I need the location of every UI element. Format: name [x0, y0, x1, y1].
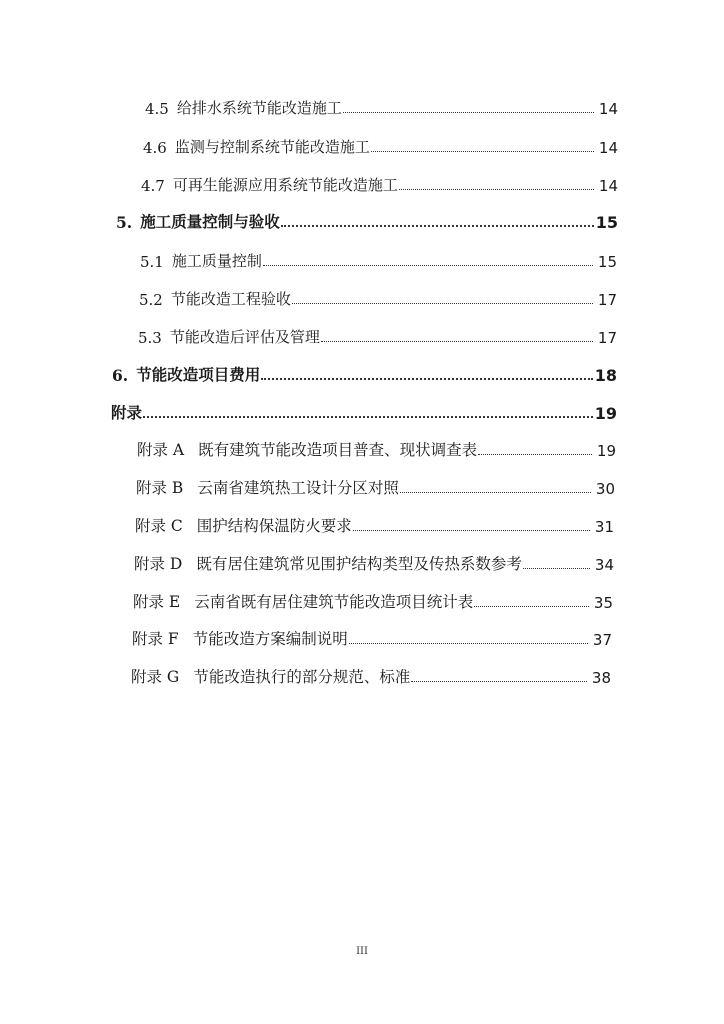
toc-entry-title: 节能改造工程验收	[170, 290, 291, 308]
toc-leader-dots	[263, 265, 593, 266]
toc-leader-dots	[143, 416, 593, 418]
toc-entry-page: 37	[592, 631, 612, 649]
toc-entry-5[interactable]	[116, 206, 618, 232]
toc-entry-number: 附录 C	[135, 517, 183, 535]
toc-entry-page: 14	[598, 100, 618, 118]
toc-entry-number: 附录 G	[131, 668, 180, 686]
toc-entry-title: 节能改造项目费用	[136, 365, 261, 384]
toc-leader-dots	[523, 568, 590, 569]
toc-entry-number: 附录 B	[136, 479, 184, 497]
toc-entry-number: 4.6	[143, 139, 167, 157]
toc-entry-number: 4.5	[145, 100, 169, 118]
toc-entry-page: 19	[596, 442, 616, 460]
toc-entry-page: 31	[594, 518, 614, 536]
toc-entry-page: 18	[594, 366, 617, 385]
toc-leader-dots	[478, 454, 592, 455]
toc-entry-page: 30	[595, 480, 615, 498]
toc-entry-appendix-g[interactable]	[131, 661, 611, 687]
toc-entry-6[interactable]	[112, 359, 617, 385]
toc-entry-title: 云南省建筑热工设计分区对照	[197, 479, 399, 497]
page-number-footer: III	[356, 946, 368, 957]
toc-leader-dots	[371, 151, 594, 152]
toc-entry-number: 附录 A	[137, 441, 185, 459]
toc-entry-page: 15	[597, 253, 617, 271]
toc-entry-appendix-e[interactable]	[133, 586, 613, 612]
toc-entry-4-5[interactable]	[145, 92, 618, 118]
toc-entry-page: 17	[597, 329, 617, 347]
toc-entry-title: 施工质量控制与验收	[140, 212, 280, 231]
toc-entry-title: 可再生能源应用系统节能改造施工	[172, 176, 398, 194]
toc-entry-number: 4.7	[141, 177, 165, 195]
toc-entry-page: 35	[593, 594, 613, 612]
toc-entry-number: 6.	[112, 366, 129, 385]
toc-entry-page: 17	[597, 291, 617, 309]
toc-entry-page: 19	[594, 404, 617, 423]
toc-entry-page: 34	[594, 556, 614, 574]
toc-leader-dots	[353, 530, 590, 531]
toc-entry-5-1[interactable]	[140, 245, 617, 271]
toc-leader-dots	[321, 341, 593, 342]
toc-entry-title: 给排水系统节能改造施工	[176, 99, 342, 117]
toc-entry-number: 5.2	[139, 291, 163, 309]
toc-entry-5-2[interactable]	[139, 283, 617, 309]
toc-leader-dots	[411, 681, 587, 682]
toc-entry-title: 施工质量控制	[171, 252, 262, 270]
toc-entry-number: 5.3	[138, 329, 162, 347]
toc-leader-dots	[261, 378, 593, 380]
toc-leader-dots	[399, 189, 594, 190]
toc-entry-title: 节能改造后评估及管理	[169, 328, 320, 346]
toc-entry-title: 监测与控制系统节能改造施工	[174, 138, 370, 156]
toc-entry-number: 附录 D	[134, 555, 183, 573]
toc-entry-appendix-d[interactable]	[134, 548, 614, 574]
toc-entry-title: 既有建筑节能改造项目普查、现状调查表	[198, 441, 478, 459]
toc-entry-page: 14	[598, 177, 618, 195]
toc-entry-5-3[interactable]	[138, 321, 617, 347]
toc-leader-dots	[349, 643, 588, 644]
toc-leader-dots	[281, 225, 594, 227]
toc-leader-dots	[400, 492, 591, 493]
toc-entry-appendix-c[interactable]	[135, 510, 614, 536]
toc-entry-page: 38	[591, 669, 611, 687]
toc-leader-dots	[292, 303, 593, 304]
toc-entry-title: 节能改造方案编制说明	[192, 630, 348, 648]
toc-entry-appendix-f[interactable]	[132, 623, 612, 649]
toc-entry-4-7[interactable]	[141, 169, 618, 195]
toc-leader-dots	[343, 112, 594, 113]
toc-entry-appendix[interactable]	[111, 397, 617, 423]
toc-entry-number: 5.	[116, 213, 133, 232]
toc-entry-page: 14	[598, 139, 618, 157]
toc-entry-title: 云南省既有居住建筑节能改造项目统计表	[194, 593, 474, 611]
toc-entry-appendix-a[interactable]	[137, 434, 616, 460]
toc-entry-title: 既有居住建筑常见围护结构类型及传热系数参考	[196, 555, 522, 573]
toc-entry-number: 附录 E	[133, 593, 181, 611]
toc-entry-number: 附录 F	[132, 630, 179, 648]
toc-entry-page: 15	[595, 213, 618, 232]
toc-entry-number: 5.1	[140, 253, 164, 271]
toc-entry-4-6[interactable]	[143, 131, 618, 157]
toc-entry-title: 围护结构保温防火要求	[196, 517, 352, 535]
toc-entry-appendix-b[interactable]	[136, 472, 615, 498]
toc-entry-title: 节能改造执行的部分规范、标准	[193, 668, 411, 686]
toc-entry-title: 附录	[111, 403, 143, 422]
toc-leader-dots	[474, 606, 589, 607]
